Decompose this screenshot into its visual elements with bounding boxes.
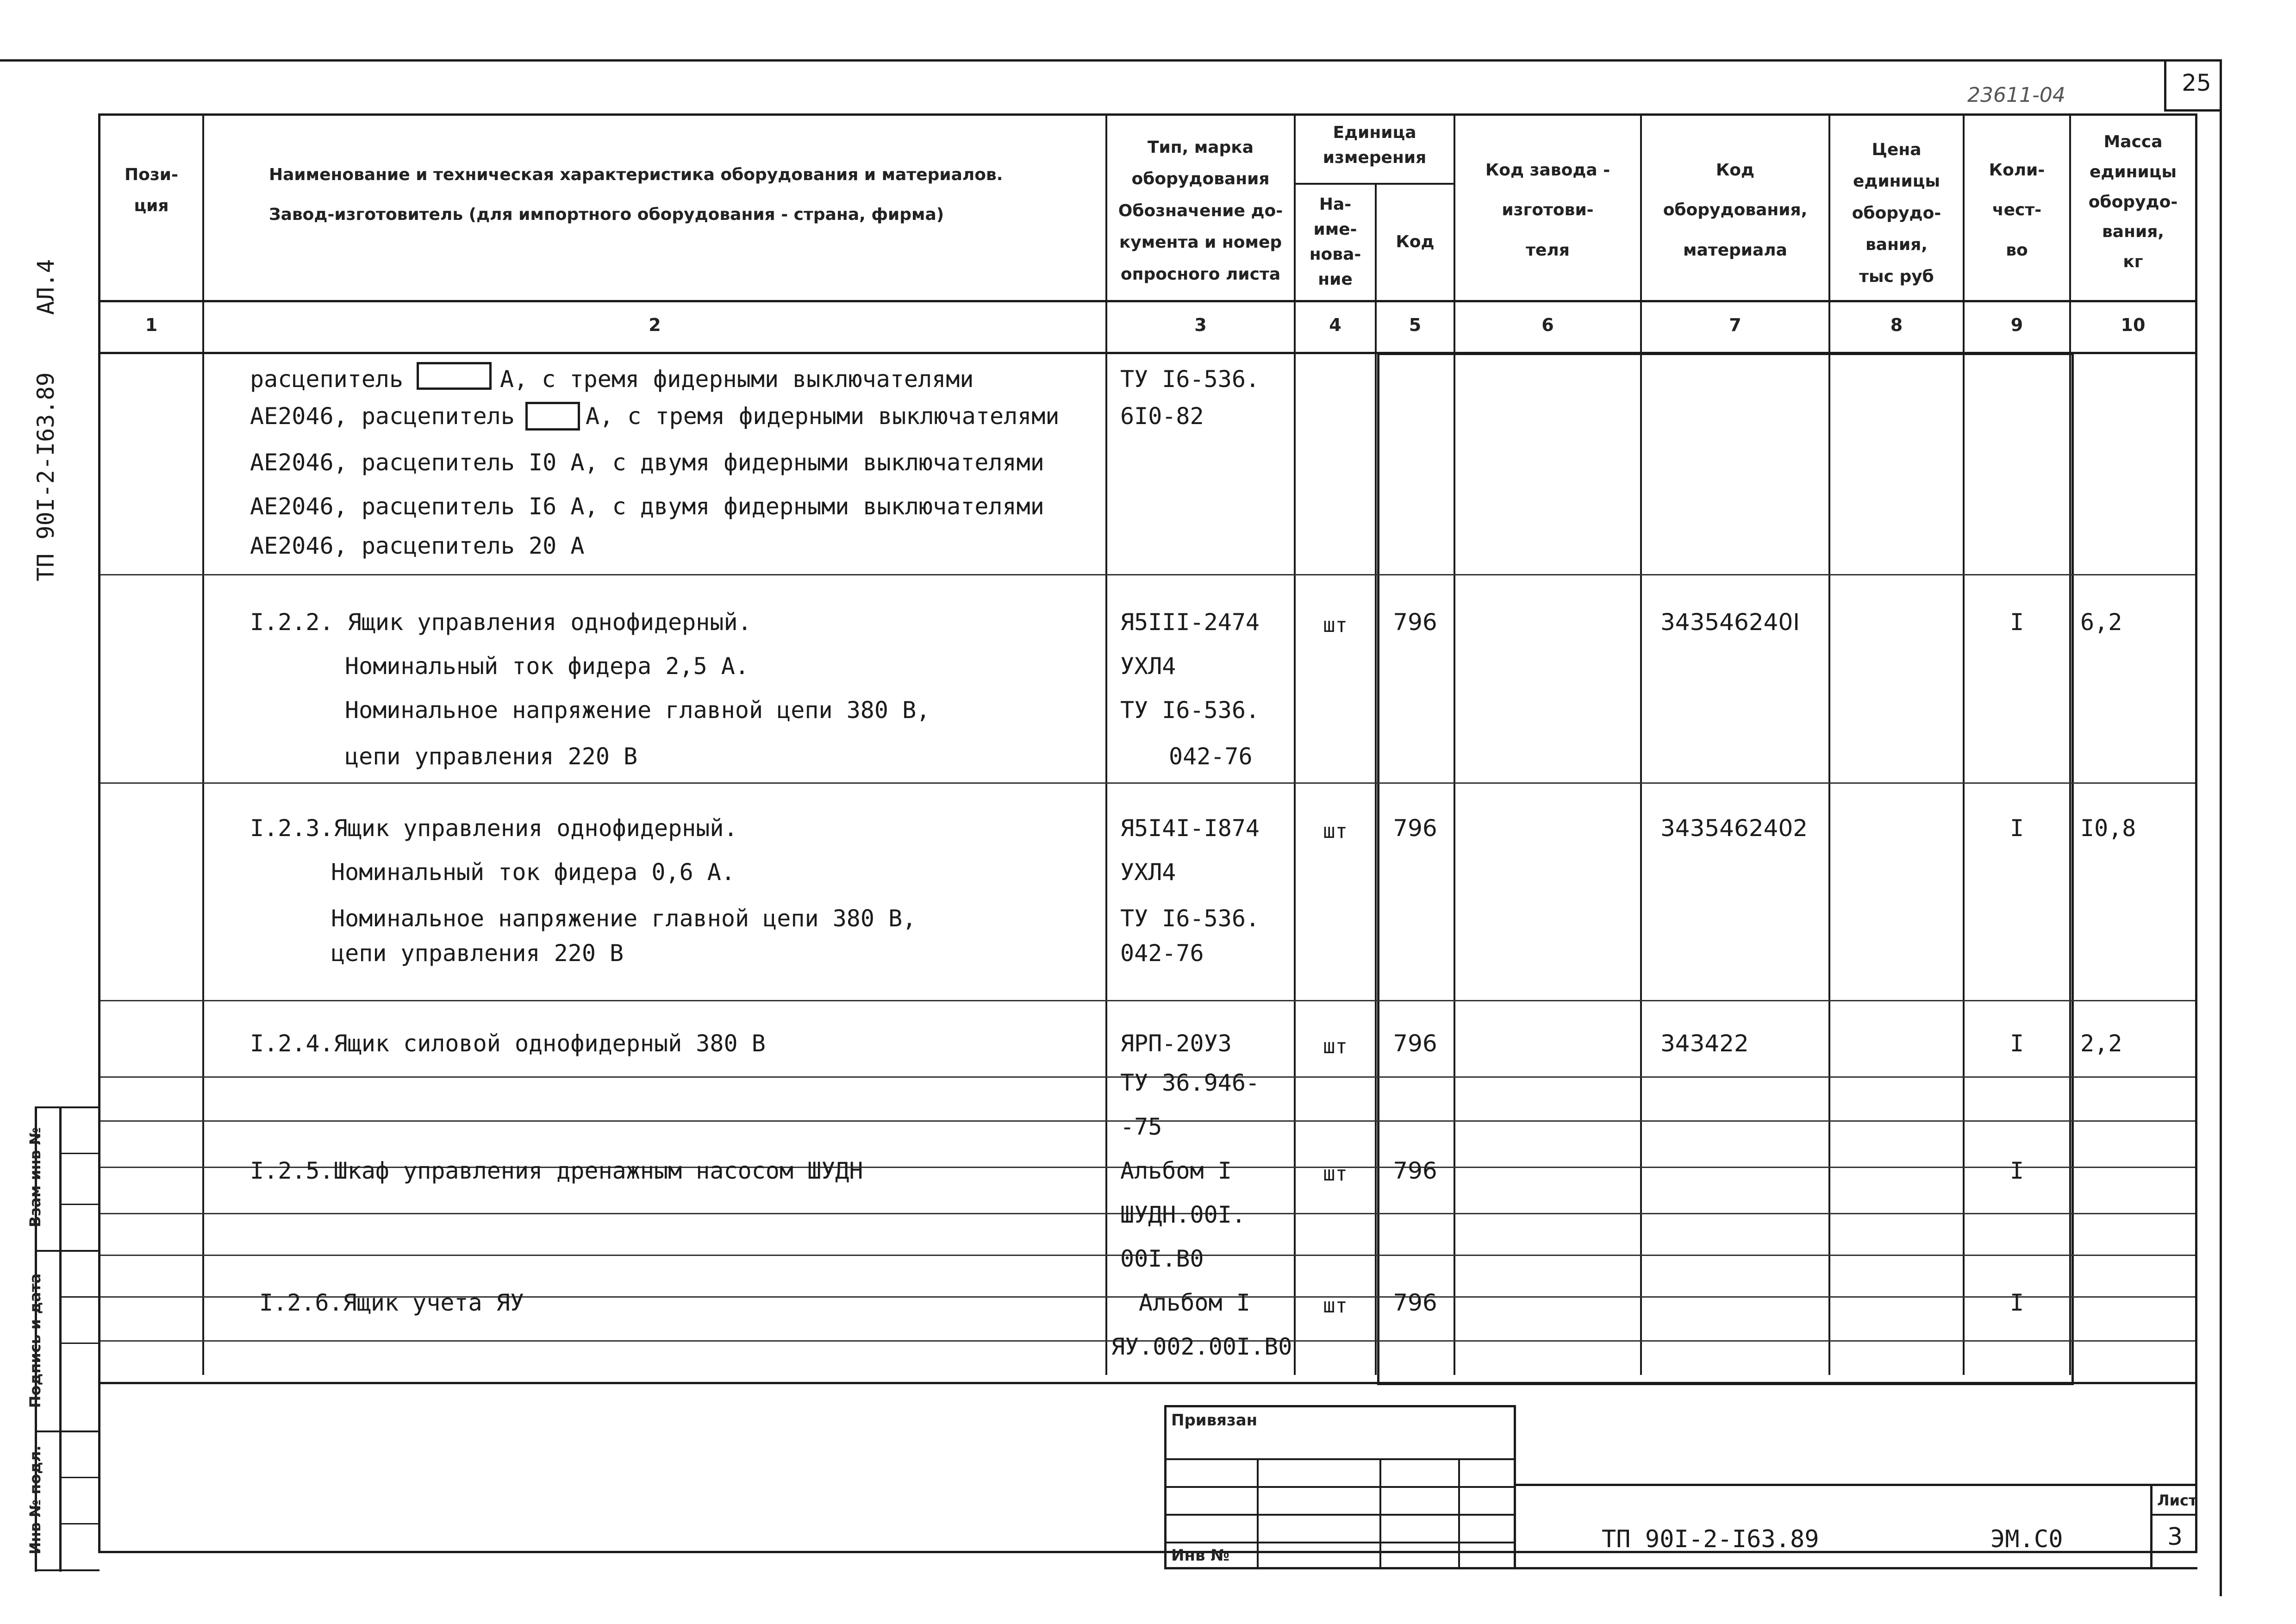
row-name: Номинальный ток фидера 0,6 А. <box>331 859 735 886</box>
stamp-row-1 <box>1164 1458 1516 1460</box>
row-unit-code: 796 <box>1393 1030 1437 1057</box>
stamp-linked-label: Привязан <box>1171 1411 1258 1430</box>
strip-line-d <box>62 1343 100 1344</box>
bold-frame <box>1377 353 2074 1385</box>
row-quantity: I <box>2009 1157 2024 1184</box>
stamp-sheet-value: 3 <box>2167 1523 2183 1551</box>
row-equipment-code: 343546240I <box>1660 609 1800 636</box>
row-type: Альбом I <box>1139 1289 1250 1316</box>
col-line-1 <box>202 113 204 1375</box>
col-number-5: 5 <box>1409 315 1422 335</box>
row-name-suffix: А, с тремя фидерными выключателями <box>500 366 974 393</box>
side-stamp-album: АЛ.4 <box>32 259 59 315</box>
row-separator <box>100 1000 2195 1001</box>
row-equipment-code: 343422 <box>1660 1030 1749 1057</box>
row-type: ЯРП-20У3 <box>1120 1030 1232 1057</box>
header-position: Пози- ция <box>125 165 178 215</box>
stamp-row-4 <box>1164 1542 1516 1543</box>
table-right <box>2195 113 2197 1553</box>
col-number-4: 4 <box>1329 315 1341 335</box>
row-separator <box>100 574 2195 575</box>
row-quantity: I <box>2009 609 2024 636</box>
row-name: I.2.2. Ящик управления однофидерный. <box>250 609 752 636</box>
row-unit: шт <box>1323 1162 1348 1186</box>
col-number-8: 8 <box>1890 315 1903 335</box>
stamp-top <box>1164 1405 1516 1407</box>
stamp-title-top <box>1514 1484 2197 1486</box>
row-name: Номинальный ток фидера 2,5 А. <box>345 653 749 680</box>
strip-field-inv-original: Инв № подл. <box>26 1445 44 1555</box>
row-type: ТУ I6-536. <box>1120 366 1260 393</box>
header-type: Тип, марка оборудования Обозначение до- кумента и номер опросного листа <box>1118 138 1283 284</box>
row-name: АЕ2046, расцепитель 20 А <box>250 532 585 559</box>
row-type: ЯУ.002.00I.В0 <box>1111 1333 1292 1360</box>
row-type: ТУ I6-536. <box>1120 697 1260 724</box>
stamp-col-2 <box>1379 1458 1381 1569</box>
top-border <box>0 59 2222 62</box>
header-name-line1: Наименование и техническая характеристика оборудования и материалов. <box>269 165 1003 184</box>
row-type: ШУДН.00I. <box>1120 1201 1246 1228</box>
row-quantity: I <box>2009 1030 2024 1057</box>
row-unit: шт <box>1323 613 1348 637</box>
strip-line-a <box>62 1153 100 1154</box>
row-unit: шт <box>1323 819 1348 843</box>
row-type: Я5I4I-I874 <box>1120 815 1260 842</box>
side-stamp-code: ТП 90I-2-I63.89 <box>32 372 59 581</box>
stamp-doc-code: ТП 90I-2-I63.89 <box>1602 1525 1819 1553</box>
strip-sep-1 <box>35 1250 100 1252</box>
row-name: I.2.4.Ящик силовой однофидерный 380 В <box>250 1030 766 1057</box>
unit-split <box>1294 183 1454 185</box>
row-name: цепи управления 220 В <box>345 743 638 770</box>
row-type: 6I0-82 <box>1120 403 1204 430</box>
col-line-3 <box>1294 113 1296 1375</box>
row-name: Номинальное напряжение главной цепи 380 В, <box>331 905 917 932</box>
header-equipment-code: Код оборудования, материала <box>1663 161 1808 260</box>
col-number-10: 10 <box>2121 315 2146 335</box>
row-type: 042-76 <box>1169 743 1253 770</box>
row-unit-code: 796 <box>1393 1157 1437 1184</box>
stamp-row-3 <box>1164 1514 1516 1516</box>
stamp-col-3 <box>1458 1458 1460 1569</box>
header-factory-code: Код завода - изготови- теля <box>1485 161 1610 260</box>
row-unit-code: 796 <box>1393 815 1437 842</box>
row-unit: шт <box>1323 1035 1348 1058</box>
col-number-6: 6 <box>1541 315 1554 335</box>
stamp-sheet-sep <box>2150 1514 2197 1516</box>
row-name: АЕ2046, расцепитель I0 А, с двумя фидерными выключателями <box>250 449 1044 476</box>
row-type: 00I.В0 <box>1120 1245 1204 1272</box>
sheet-box-bottom <box>2164 109 2222 112</box>
row-unit-code: 796 <box>1393 609 1437 636</box>
strip-top <box>35 1106 100 1108</box>
row-name: Номинальное напряжение главной цепи 380 В, <box>345 697 930 724</box>
col-line-2 <box>1105 113 1107 1375</box>
strip-mid <box>59 1106 62 1572</box>
row-type: ТУ 36.946- <box>1120 1069 1260 1096</box>
row-unit: шт <box>1323 1294 1348 1318</box>
col-line-4 <box>1375 183 1377 1375</box>
handwritten-code: 23611-04 <box>1967 83 2065 107</box>
col-number-2: 2 <box>649 315 661 335</box>
sheet-number: 25 <box>2182 69 2211 96</box>
col-number-3: 3 <box>1194 315 1207 335</box>
row-separator <box>100 782 2195 784</box>
row-mass: 6,2 <box>2080 609 2122 636</box>
header-unit-code: Код <box>1396 232 1435 251</box>
col-number-1: 1 <box>145 315 158 335</box>
header-price: Цена единицы оборудо- вания, тыс руб <box>1852 140 1941 286</box>
strip-line-c <box>62 1296 100 1298</box>
row-name: АЕ2046, расцепитель <box>250 403 515 430</box>
header-bottom <box>98 300 2197 302</box>
header-name-line2: Завод-изготовитель (для импортного оборудования - страна, фирма) <box>269 205 944 225</box>
row-type: УХЛ4 <box>1120 859 1176 886</box>
row-name: АЕ2046, расцепитель I6 А, с двумя фидерными выключателями <box>250 493 1044 520</box>
row-type: УХЛ4 <box>1120 653 1176 680</box>
row-type: Альбом I <box>1120 1157 1232 1184</box>
col-number-7: 7 <box>1729 315 1741 335</box>
row-name: цепи управления 220 В <box>331 940 624 967</box>
stamp-col-1 <box>1257 1458 1259 1569</box>
col-number-9: 9 <box>2010 315 2023 335</box>
row-unit-code: 796 <box>1393 1289 1437 1316</box>
stamp-inv-label: Инв № <box>1171 1546 1230 1565</box>
table-bottom <box>98 1551 2197 1553</box>
blank-current-box-2 <box>525 402 580 431</box>
row-name: расцепитель <box>250 366 404 393</box>
strip-field-replace-inv: Взам инв № <box>26 1127 44 1228</box>
body-bottom <box>98 1382 2197 1384</box>
stamp-mark: ЭМ.С0 <box>1990 1525 2063 1553</box>
strip-line-e <box>62 1477 100 1478</box>
strip-line-b <box>62 1204 100 1205</box>
header-unit-group: Единица измерения <box>1323 123 1427 167</box>
stamp-row-2 <box>1164 1486 1516 1488</box>
row-type: ТУ I6-536. <box>1120 905 1260 932</box>
table-top <box>98 113 2197 116</box>
strip-line-f <box>62 1523 100 1524</box>
row-name: I.2.3.Ящик управления однофидерный. <box>250 815 738 842</box>
row-type: 042-76 <box>1120 940 1204 967</box>
stamp-bottom <box>1164 1567 2197 1569</box>
header-unit-name: На- име- нова- ние <box>1309 195 1361 289</box>
right-border <box>2220 59 2222 1596</box>
strip-bottom <box>35 1569 100 1571</box>
row-quantity: I <box>2009 1289 2024 1316</box>
row-mass: 2,2 <box>2080 1030 2122 1057</box>
stamp-sheet-label: Лист <box>2157 1492 2197 1509</box>
row-type: Я5III-2474 <box>1120 609 1260 636</box>
blank-current-box-1 <box>417 362 492 390</box>
row-mass: I0,8 <box>2080 815 2136 842</box>
row-name: I.2.6.Ящик учета ЯУ <box>259 1289 524 1316</box>
strip-field-signature-date: Подпись и дата <box>26 1273 44 1408</box>
header-quantity: Коли- чест- во <box>1989 161 2045 260</box>
sheet-box-left <box>2164 59 2166 110</box>
row-name-suffix: А, с тремя фидерными выключателями <box>586 403 1060 430</box>
row-type: -75 <box>1120 1113 1162 1140</box>
header-mass: Масса единицы оборудо- вания, кг <box>2088 132 2178 272</box>
row-name: I.2.5.Шкаф управления дренажным насосом ШУДН <box>250 1157 863 1184</box>
row-quantity: I <box>2009 815 2024 842</box>
row-equipment-code: 3435462402 <box>1660 815 1808 842</box>
header-name <box>204 155 1105 235</box>
